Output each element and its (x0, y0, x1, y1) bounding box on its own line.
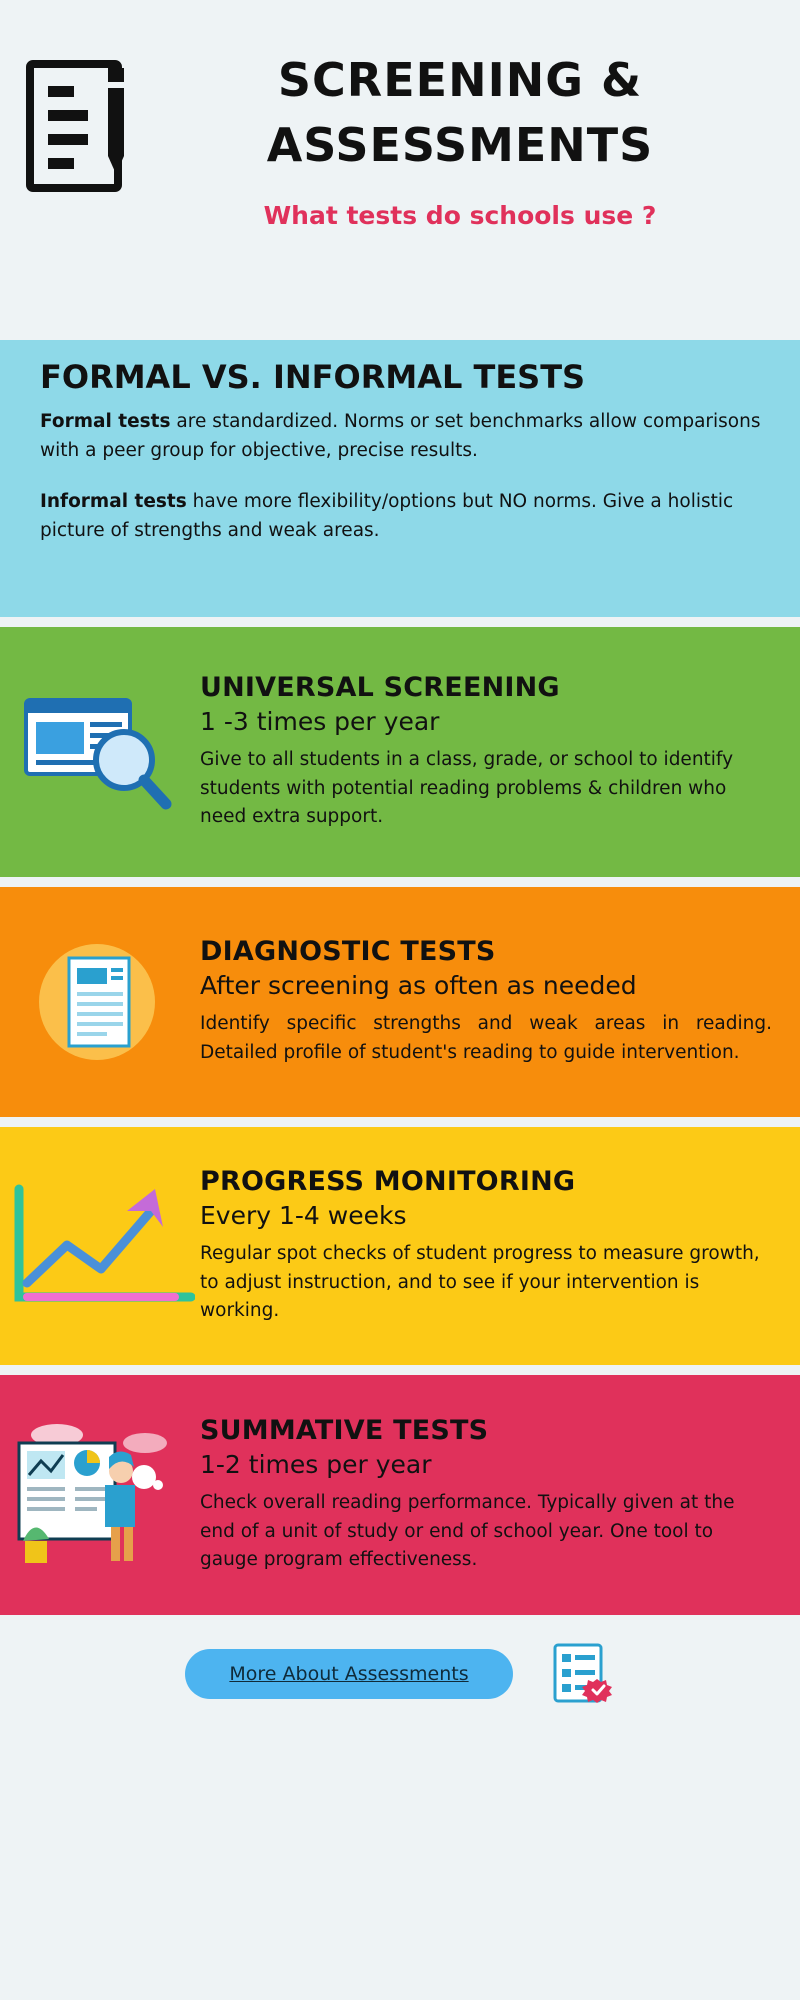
informal-lead: Informal tests (40, 490, 187, 512)
informal-paragraph (40, 488, 772, 546)
summative-heading: SUMMATIVE TESTS (200, 1414, 489, 1446)
section-summative-tests (0, 1375, 800, 1615)
summative-body: Check overall reading performance. Typically given at the end of a unit of study or end of school year. One tool to gauge program effectiveness. (200, 1491, 735, 1571)
page-title: SCREENING & ASSESSMENTS (266, 53, 654, 173)
section-formal-vs-informal (0, 340, 800, 617)
checklist-badge-icon (549, 1641, 615, 1707)
section-progress-monitoring (0, 1127, 800, 1365)
diagnostic-heading: DIAGNOSTIC TESTS (200, 936, 496, 968)
informal-rest: have more flexibility/options but NO norms. Give a holistic picture of strengths and weak areas. (40, 490, 734, 541)
footer (0, 1615, 800, 1723)
notepad-pencil-icon (0, 48, 160, 196)
progress-frequency: Every 1-4 weeks (200, 1200, 407, 1230)
section-universal-screening (0, 627, 800, 877)
rising-arrow-chart-icon (0, 1171, 200, 1321)
presenter-chart-icon (0, 1415, 200, 1575)
formal-heading: FORMAL VS. INFORMAL TESTS (40, 358, 586, 396)
progress-heading: PROGRESS MONITORING (200, 1165, 576, 1197)
window-magnifier-icon (0, 682, 200, 822)
header (0, 0, 800, 340)
diagnostic-frequency: After screening as often as needed (200, 971, 637, 1001)
universal-heading: UNIVERSAL SCREENING (200, 671, 560, 703)
section-diagnostic-tests (0, 887, 800, 1117)
formal-paragraph (40, 408, 772, 466)
universal-frequency: 1 -3 times per year (200, 706, 440, 736)
universal-body: Give to all students in a class, grade, or school to identify students with potential reading problems & children who need extra support. (200, 748, 734, 828)
page-subtitle: What tests do schools use ? (263, 200, 657, 230)
diagnostic-body: Identify specific strengths and weak areas in reading. Detailed profile of student's reading to guide intervention. (200, 1013, 772, 1063)
more-about-assessments-button[interactable]: More About Assessments (185, 1649, 512, 1699)
clipboard-document-icon (0, 932, 200, 1072)
formal-lead: Formal tests (40, 411, 171, 432)
summative-frequency: 1-2 times per year (200, 1449, 432, 1479)
formal-rest: are standardized. Norms or set benchmarks allow comparisons with a peer group for objective, precise results. (40, 411, 761, 461)
progress-body: Regular spot checks of student progress to measure growth, to adjust instruction, and to see if your intervention is working. (200, 1242, 760, 1322)
